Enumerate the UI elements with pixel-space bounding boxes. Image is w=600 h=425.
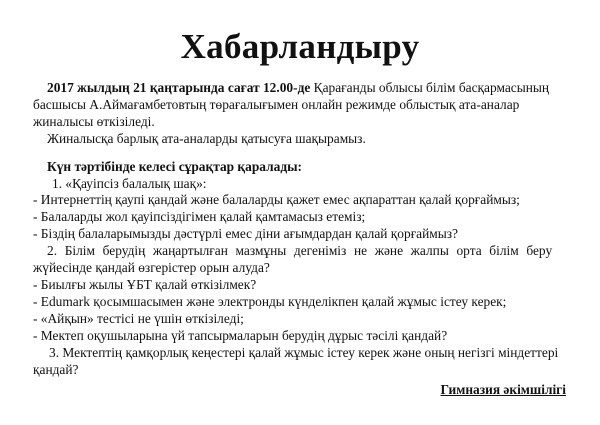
- intro-line-1: [33, 79, 573, 96]
- agenda-item-1-bullet: - Интернеттің қаупі қандай және балаларды қажет емес ақпараттан қалай қорғаймыз;: [33, 192, 520, 207]
- agenda-item-2-bullet: - «Айқын» тестісі не үшін өткізіледі;: [33, 311, 244, 326]
- agenda-item-3-line-1: 3. Мектептің қамқорлық кеңестері қалай жұмыс істеу керек және оның негізгі міндеттері: [49, 345, 559, 360]
- intro-date-time: 2017 жылдың 21 қаңтарында сағат 12.00-де: [47, 80, 311, 95]
- invitation-text: Жиналысқа барлық ата-аналарды қатысуға шақырамыз.: [47, 131, 366, 146]
- agenda-item-2-bullet: - Мектеп оқушыларына үй тапсырмаларын берудің дұрыс тәсілі қандай?: [33, 328, 448, 343]
- intro-line-3: жиналысы өткізіледі.: [33, 114, 155, 129]
- agenda-heading: Күн тәртібінде келесі сұрақтар қаралады:: [47, 159, 303, 174]
- agenda-item-1-title: 1. «Қауіпсіз балалық шақ»:: [52, 176, 207, 191]
- intro-line-2: басшысы А.Аймағамбетовтың төрағалығымен онлайн режимде облыстық ата-аналар: [33, 97, 520, 112]
- signature: Гимназия әкімшілігі: [440, 382, 566, 397]
- agenda-item-2-bullet: - Биылғы жылы ҰБТ қалай өткізілмек?: [33, 277, 257, 292]
- agenda-item-2-line-2: жүйесінде қандай өзгерістер орын алуда?: [33, 260, 270, 275]
- agenda-item-2-bullet: - Edumark қосымшасымен және электронды күнделікпен қалай жұмыс істеу керек;: [33, 294, 507, 309]
- agenda-item-3-line-2: қандай?: [33, 362, 79, 377]
- announcement-title: Хабарландыру: [180, 27, 420, 66]
- agenda-item-1-bullet: - Балаларды жол қауіпсіздігімен қалай қамтамасыз етеміз;: [33, 209, 366, 224]
- agenda-item-1-bullet: - Біздің балаларымызды дәстүрлі емес діни ағымдардан қалай қорғаймыз?: [33, 226, 458, 241]
- agenda-item-2-line-1: 2. Білім берудің жаңартылған мазмұны дегеніміз не және жалпы орта білім беру: [47, 243, 553, 258]
- intro-line-1-rest: Қарағанды облысы білім басқармасының: [310, 80, 550, 95]
